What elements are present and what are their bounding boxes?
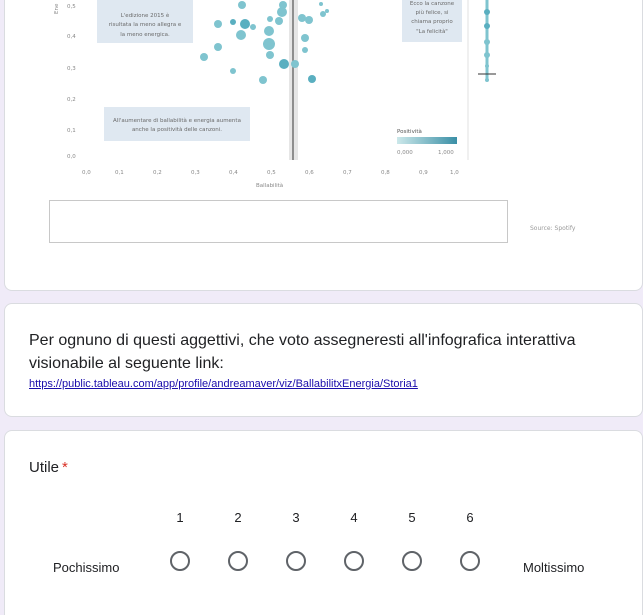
x-tick: 0,3 bbox=[191, 170, 200, 176]
radio-option-6[interactable] bbox=[460, 551, 480, 571]
x-axis-label: Ballabilità bbox=[256, 183, 284, 189]
annotation-line: più felice, si bbox=[415, 10, 449, 16]
data-point bbox=[301, 34, 309, 42]
annotation-line: "La felicità" bbox=[416, 29, 448, 35]
annotation-line: risultata la meno allegra e bbox=[108, 22, 182, 28]
y-tick: 0,2 bbox=[67, 97, 76, 103]
y-axis-label: Ene bbox=[54, 3, 60, 14]
data-point bbox=[302, 47, 308, 53]
scatter-points bbox=[200, 1, 329, 84]
x-tick: 1,0 bbox=[450, 170, 459, 176]
annotation-line: All'aumentare di ballabilità e energia aumenta bbox=[113, 118, 241, 124]
annotation-line: la meno energica. bbox=[120, 32, 170, 38]
data-point bbox=[305, 16, 313, 24]
scale-title-text: Utile bbox=[29, 459, 60, 476]
empty-viz-box bbox=[49, 200, 508, 243]
legend-gradient bbox=[397, 137, 457, 144]
data-point bbox=[238, 1, 246, 9]
data-point bbox=[236, 30, 246, 40]
radio-option-2[interactable] bbox=[228, 551, 248, 571]
radio-option-4[interactable] bbox=[344, 551, 364, 571]
side-strip bbox=[468, 0, 496, 160]
y-tick: 0,4 bbox=[67, 34, 76, 40]
scatter-chart bbox=[52, 0, 512, 195]
infographic-link[interactable]: https://public.tableau.com/app/profile/andreamaver/viz/BallabilitxEnergia/Storia1 bbox=[29, 378, 418, 390]
scale-number: 1 bbox=[176, 510, 184, 525]
x-tick: 0,0 bbox=[82, 170, 91, 176]
data-point bbox=[267, 16, 273, 22]
x-tick: 0,1 bbox=[115, 170, 124, 176]
radio-option-1[interactable] bbox=[170, 551, 190, 571]
x-tick: 0,5 bbox=[267, 170, 276, 176]
data-point bbox=[266, 51, 274, 59]
data-point bbox=[320, 11, 326, 17]
legend-max: 1,000 bbox=[438, 150, 454, 156]
data-point bbox=[279, 59, 289, 69]
y-tick: 0,0 bbox=[67, 154, 76, 160]
x-tick: 0,4 bbox=[229, 170, 238, 176]
x-tick: 0,7 bbox=[343, 170, 352, 176]
radio-option-3[interactable] bbox=[286, 551, 306, 571]
x-tick: 0,6 bbox=[305, 170, 314, 176]
data-point bbox=[319, 2, 323, 6]
scale-high-label: Moltissimo bbox=[523, 560, 585, 575]
data-point bbox=[325, 9, 329, 13]
data-point bbox=[308, 75, 316, 83]
scale-low-label: Pochissimo bbox=[53, 560, 120, 575]
x-tick: 0,8 bbox=[381, 170, 390, 176]
data-point bbox=[200, 53, 208, 61]
data-point bbox=[259, 76, 267, 84]
required-marker: * bbox=[62, 459, 68, 476]
data-point bbox=[264, 26, 274, 36]
radio-option-5[interactable] bbox=[402, 551, 422, 571]
data-point bbox=[275, 17, 283, 25]
data-point bbox=[214, 20, 222, 28]
annotation-line: anche la positività delle canzoni. bbox=[131, 127, 223, 133]
data-point bbox=[291, 60, 299, 68]
scale-question-title bbox=[29, 459, 68, 476]
annotation-box bbox=[104, 107, 250, 141]
data-point bbox=[250, 24, 256, 30]
question-title: Per ognuno di questi aggettivi, che voto assegneresti all'infografica interattiva visionabile al seguente link: bbox=[29, 332, 576, 372]
scale-number: 4 bbox=[350, 510, 358, 525]
data-point bbox=[298, 14, 306, 22]
data-point bbox=[263, 38, 275, 50]
legend-min: 0,000 bbox=[397, 150, 413, 156]
data-point bbox=[230, 68, 236, 74]
scale-card bbox=[4, 430, 643, 615]
y-tick: 0,5 bbox=[67, 4, 76, 10]
legend-title: Positività bbox=[397, 129, 422, 135]
scale-number: 6 bbox=[466, 510, 474, 525]
data-point bbox=[279, 1, 287, 9]
x-tick: 0,9 bbox=[419, 170, 428, 176]
data-point bbox=[230, 19, 236, 25]
scale-number: 3 bbox=[292, 510, 300, 525]
x-ticks bbox=[82, 170, 459, 176]
source-label: Source: Spotify bbox=[530, 225, 576, 232]
annotation-line: chiama proprio bbox=[411, 19, 453, 25]
scale-number: 5 bbox=[408, 510, 416, 525]
y-tick: 0,1 bbox=[67, 128, 76, 134]
scale-number: 2 bbox=[234, 510, 242, 525]
x-tick: 0,2 bbox=[153, 170, 162, 176]
y-tick: 0,3 bbox=[67, 66, 76, 72]
annotation-line: Ecco la canzone bbox=[409, 1, 455, 7]
data-point bbox=[214, 43, 222, 51]
annotation-line: L'edizione 2015 è bbox=[120, 13, 170, 19]
data-point bbox=[240, 19, 250, 29]
